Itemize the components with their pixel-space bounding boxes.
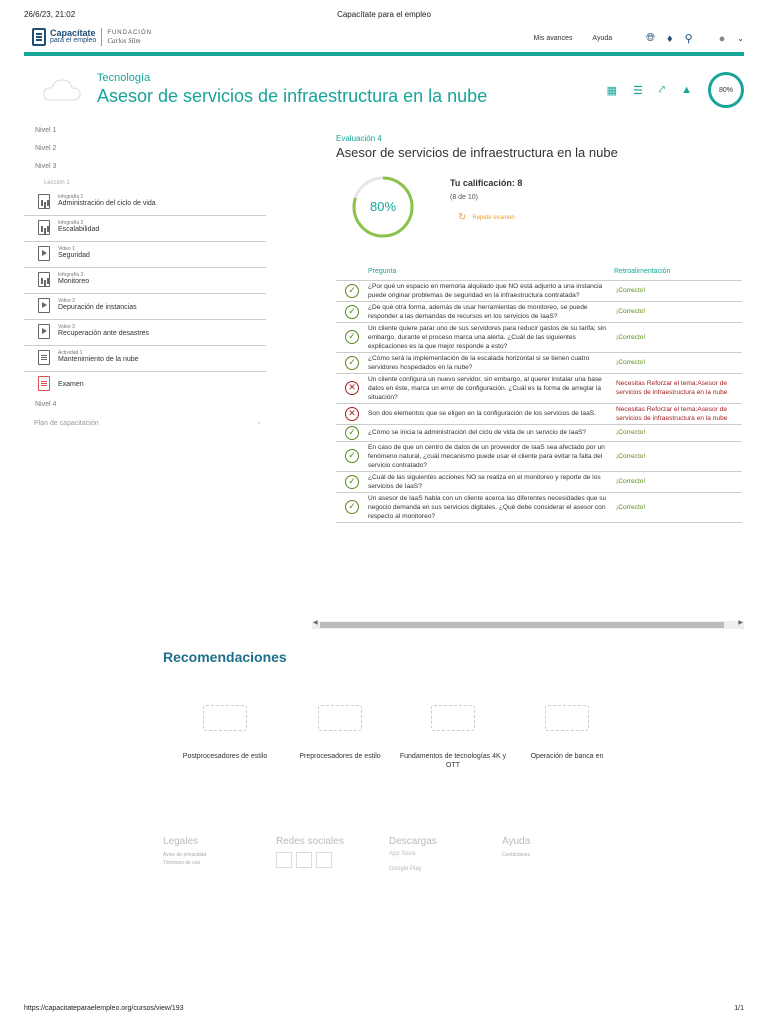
print-page-number: 1/1: [734, 1005, 744, 1012]
cross-icon: ✕: [345, 407, 359, 421]
feedback-cell: ¡Correcto!: [614, 322, 742, 352]
status-cell: [336, 403, 368, 424]
twitter-icon[interactable]: [296, 852, 312, 868]
course-sidebar: [24, 122, 266, 434]
course-thumbnail-icon: [318, 705, 362, 731]
nav-mis-avances[interactable]: Mis avances: [533, 35, 573, 42]
question-cell: Son dos elementos que se eligen en la configuración de los servicios de IaaS.: [368, 403, 614, 424]
activity-icon: [38, 350, 50, 365]
cloud-icon: [42, 76, 82, 104]
search-icon[interactable]: ⚲: [684, 33, 693, 45]
check-icon: ✓: [345, 305, 359, 319]
feedback-cell: ¡Correcto!: [614, 471, 742, 492]
logo-mark-icon: [32, 28, 46, 46]
status-cell: [336, 280, 368, 301]
sidebar-item-type: Video 3: [58, 324, 75, 330]
feedback-cell: ¡Correcto!: [614, 352, 742, 373]
recommendation-name: Fundamentos de tecnologías 4K y OTT: [399, 753, 507, 769]
google-play-badge[interactable]: Google Play: [389, 866, 422, 872]
table-row: [336, 322, 742, 352]
evaluation-panel: [336, 134, 744, 523]
print-header: [24, 10, 744, 22]
sidebar-item-label: Recuperación ante desastres: [58, 330, 150, 337]
check-icon: ✓: [345, 426, 359, 440]
status-cell: [336, 373, 368, 403]
question-cell: Un cliente quiere parar uno de sus servidores para reducir gastos de su tarifa; sin embargo, durante el proceso marca una alerta. ¿Cuál de las siguientes explicaciones es la que mejor responde a esto?: [368, 322, 614, 352]
status-cell: [336, 322, 368, 352]
retry-exam-button[interactable]: [458, 212, 515, 223]
like-icon[interactable]: ▲: [681, 84, 692, 96]
question-cell: Un asesor de IaaS habla con un cliente acerca las diferentes necesidades que su negocio demanda en sus servicios digitales. ¿Qué debe considerar el asesor con respecto al monitoreo?: [368, 492, 614, 522]
question-cell: En caso de que un centro de datos de un proveedor de IaaS sea afectado por un fenómeno natural, ¿cuál mecanismo puede usar el cliente para evitar la falta del servicio contratado?: [368, 441, 614, 471]
logo-divider: [101, 28, 102, 46]
question-cell: ¿De qué otra forma, además de usar herramientas de monitoreo, se puede responder a las demandas de recursos en los servicios de IaaS?: [368, 301, 614, 322]
table-row: [336, 424, 742, 441]
check-icon: ✓: [345, 284, 359, 298]
table-row: [336, 352, 742, 373]
sidebar-item[interactable]: [24, 346, 266, 372]
list-view-icon[interactable]: ☰: [633, 84, 643, 97]
status-cell: [336, 301, 368, 322]
sidebar-item[interactable]: [24, 216, 266, 242]
recommendations-title: Recomendaciones: [163, 649, 287, 665]
footer-descargas-heading: Descargas: [389, 836, 437, 847]
logo-line1: Capacítate: [50, 28, 96, 38]
course-progress-ring: [708, 72, 744, 108]
sidebar-item-label: Seguridad: [58, 252, 90, 259]
infographic-icon: [38, 194, 50, 209]
sidebar-item[interactable]: [24, 294, 266, 320]
check-icon: ✓: [345, 449, 359, 463]
evaluation-title: Asesor de servicios de infraestructura en la nube: [336, 145, 618, 160]
sidebar-item-type: Video 2: [58, 298, 75, 304]
grade-label: Tu calificación: 8: [450, 178, 523, 188]
question-cell: ¿Por qué un espacio en memoria alquilado que NO está adjunto a una instancia puede originar problemas de seguridad en la infraestructura contratada?: [368, 280, 614, 301]
course-progress-value: 80%: [718, 86, 733, 94]
grade-sub: (8 de 10): [450, 194, 479, 201]
refresh-icon: ↻: [458, 212, 467, 223]
question-cell: ¿Cómo será la implementación de la escalada horizontal si se tienen cuatro servidores hospedados en la nube?: [368, 352, 614, 373]
sidebar-level-1[interactable]: Nivel 1: [35, 127, 57, 134]
sidebar-item-type: Actividad 1: [58, 350, 83, 356]
score-section: [336, 174, 744, 260]
grid-view-icon[interactable]: ▦: [606, 84, 618, 97]
sidebar-item[interactable]: [24, 320, 266, 346]
scroll-left-icon[interactable]: ◀: [313, 620, 318, 626]
results-table: [336, 266, 742, 523]
globe-icon[interactable]: 🌐︎: [646, 32, 655, 44]
feedback-cell: ¡Correcto!: [614, 280, 742, 301]
sidebar-item-label: Mantenimiento de la nube: [58, 356, 139, 363]
sidebar-level-2[interactable]: Nivel 2: [35, 145, 57, 152]
status-cell: [336, 352, 368, 373]
sidebar-item-type: Infografía 2: [58, 220, 84, 226]
scroll-thumb[interactable]: [320, 622, 724, 628]
feedback-cell: ¡Correcto!: [614, 441, 742, 471]
course-header: [24, 72, 744, 116]
fundacion-name: Carlos Slim: [107, 37, 141, 45]
status-cell: [336, 492, 368, 522]
score-percent: 80%: [369, 199, 397, 214]
print-timestamp: 26/6/23, 21:02: [24, 10, 76, 19]
feedback-cell: ¡Correcto!: [614, 424, 742, 441]
sidebar-item-label: Monitoreo: [58, 278, 90, 285]
question-cell: ¿Cómo se inicia la administración del ciclo de vida de un servicio de IaaS?: [368, 424, 614, 441]
user-icon[interactable]: ●: [718, 32, 726, 45]
feedback-cell: ¡Correcto!: [614, 492, 742, 522]
recommendation-name: Operación de banca en: [530, 753, 604, 760]
chevron-down-icon[interactable]: ⌄: [737, 34, 744, 43]
course-category: Tecnología: [97, 72, 151, 84]
footer-redes-heading: Redes sociales: [276, 836, 344, 847]
table-row: [336, 280, 742, 301]
nav-ayuda[interactable]: Ayuda: [592, 35, 613, 42]
status-cell: [336, 424, 368, 441]
footer-legales-heading: Legales: [163, 836, 199, 847]
top-navigation: [24, 26, 744, 54]
app-store-badge[interactable]: App Store: [389, 851, 416, 857]
logo-line2: para el empleo: [50, 37, 97, 44]
sidebar-item-type: Video 1: [58, 246, 75, 252]
cross-icon: ✕: [345, 381, 359, 395]
bell-icon[interactable]: ♦: [666, 32, 673, 45]
evaluation-kicker: Evaluación 4: [336, 134, 382, 143]
check-icon: ✓: [345, 330, 359, 344]
table-row: [336, 492, 742, 522]
sidebar-item[interactable]: [24, 242, 266, 268]
infographic-icon: [38, 272, 50, 287]
sidebar-level-4[interactable]: Nivel 4: [35, 401, 57, 408]
course-thumbnail-icon: [431, 705, 475, 731]
table-row: [336, 301, 742, 322]
exam-icon: [38, 376, 50, 391]
plan-label: Plan de capacitación: [34, 420, 99, 427]
recommendation-name: Postprocesadores de estilo: [182, 753, 268, 760]
course-thumbnail-icon: [203, 705, 247, 731]
print-title: Capacítate para el empleo: [337, 10, 431, 19]
check-icon: ✓: [345, 475, 359, 489]
accent-bar: [24, 52, 744, 56]
footer-ayuda-heading: Ayuda: [502, 836, 531, 847]
recommendation-card[interactable]: [512, 700, 622, 761]
sidebar-item-exam[interactable]: [24, 372, 266, 396]
sidebar-item-label: Administración del ciclo de vida: [58, 200, 156, 207]
recommendation-card[interactable]: [170, 700, 280, 761]
recommendation-name: Preprocesadores de estilo: [299, 753, 381, 760]
footer-link-contact[interactable]: Contáctanos: [502, 852, 531, 858]
table-row: [336, 441, 742, 471]
col-question: Pregunta: [368, 266, 614, 280]
linkedin-icon[interactable]: [316, 852, 332, 868]
course-title: Asesor de servicios de infraestructura en la nube: [97, 86, 488, 106]
table-row: [336, 471, 742, 492]
footer-link-terms[interactable]: Términos de uso: [163, 860, 201, 866]
video-icon: [38, 324, 50, 339]
table-row: [336, 373, 742, 403]
check-icon: ✓: [345, 500, 359, 514]
chevron-right-icon: ›: [257, 420, 260, 427]
sidebar-item-label: Depuración de instancias: [58, 304, 137, 311]
sidebar-item-label: Examen: [58, 381, 84, 388]
recommendation-card[interactable]: [285, 700, 395, 761]
retry-label: Repetir examen: [472, 214, 515, 221]
sidebar-item-type: Infografía 3: [58, 272, 84, 278]
sidebar-item-type: Infografía 1: [58, 194, 84, 200]
sidebar-item[interactable]: [24, 268, 266, 294]
feedback-cell: Necesitas Reforzar el tema:Asesor de servicios de infraestructura en la nube: [614, 403, 742, 424]
table-row: [336, 403, 742, 424]
footer-link-privacy[interactable]: Aviso de privacidad: [163, 852, 207, 858]
sidebar-item[interactable]: [24, 190, 266, 216]
feedback-cell: ¡Correcto!: [614, 301, 742, 322]
question-cell: Un cliente configura un nuevo servidor, sin embargo, al querer instalar una base datos en éste, marca un error de configuración. ¿Cuál es la forma de arreglar la situación?: [368, 373, 614, 403]
status-cell: [336, 441, 368, 471]
feedback-cell: Necesitas Reforzar el tema:Asesor de servicios de infraestructura en la nube: [614, 373, 742, 403]
course-thumbnail-icon: [545, 705, 589, 731]
sidebar-lesson-label: Lección 1: [44, 180, 70, 186]
print-footer: [24, 1005, 744, 1012]
video-icon: [38, 298, 50, 313]
site-logo[interactable]: [32, 28, 152, 46]
video-icon: [38, 246, 50, 261]
recommendation-card[interactable]: [398, 700, 508, 770]
facebook-icon[interactable]: [276, 852, 292, 868]
horizontal-scrollbar[interactable]: [312, 621, 744, 629]
scroll-right-icon[interactable]: ▶: [738, 620, 743, 626]
col-feedback: Retroalimentación: [614, 266, 742, 280]
infographic-icon: [38, 220, 50, 235]
status-cell: [336, 471, 368, 492]
fundacion-label: FUNDACIÓN: [107, 30, 152, 36]
print-url: https://capacitateparaelempleo.org/cursos/view/193: [24, 1005, 184, 1012]
sidebar-level-3[interactable]: Nivel 3: [35, 163, 57, 170]
share-icon[interactable]: ⤤: [658, 83, 666, 96]
check-icon: ✓: [345, 356, 359, 370]
question-cell: ¿Cuál de las siguientes acciones NO se realiza en el monitoreo y reporte de los servicios de IaaS?: [368, 471, 614, 492]
plan-link[interactable]: [24, 414, 266, 434]
sidebar-item-label: Escalabilidad: [58, 226, 100, 233]
